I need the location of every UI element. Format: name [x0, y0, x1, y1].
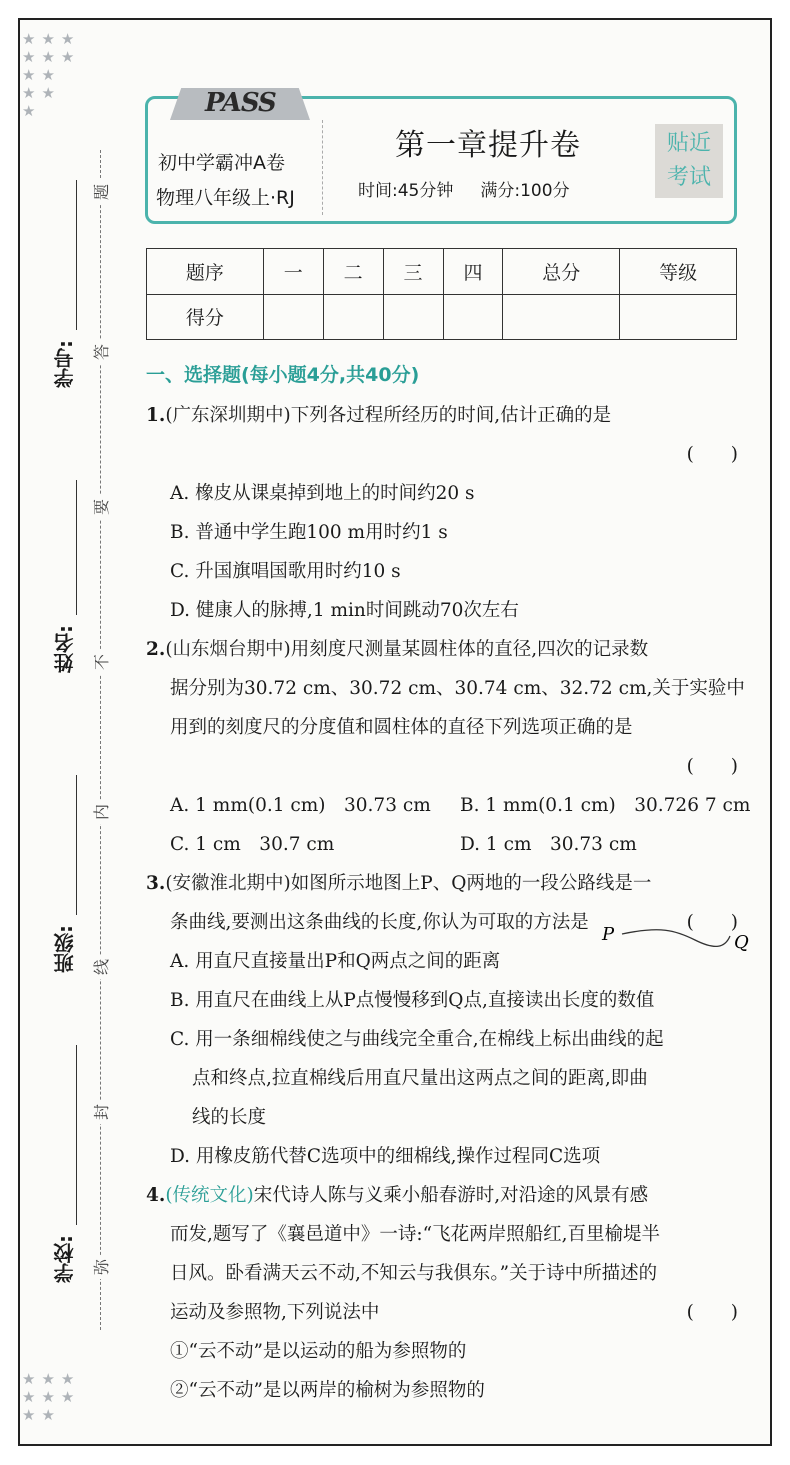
seal-char: 题 [90, 180, 114, 204]
question-text: 宋代诗人陈与义乘小船春游时,对沿途的风景有感 [253, 1185, 649, 1206]
question-number: 3. [146, 873, 166, 894]
question-source: (广东深圳期中) [165, 405, 291, 426]
option-d[interactable]: D. 健康人的脉搏,1 min时间跳动70次左右 [170, 600, 519, 621]
class-label: 班级: [53, 925, 77, 973]
answer-bracket[interactable]: ( ) [686, 444, 738, 465]
question-number: 2. [146, 639, 166, 660]
answer-bracket[interactable]: ( ) [686, 912, 738, 933]
question-text: 而发,题写了《襄邑道中》一诗:“飞花两岸照船红,百里榆堤半 [170, 1224, 660, 1245]
option-d[interactable]: D. 用橡皮筋代替C选项中的细棉线,操作过程同C选项 [170, 1146, 601, 1167]
score-input-cell[interactable] [323, 294, 383, 340]
question-1-stem [146, 396, 746, 435]
road-curve [622, 930, 730, 947]
question-text: 运动及参照物,下列说法中 [170, 1302, 380, 1323]
question-text: 条曲线,要测出这条曲线的长度,你认为可取的方法是 [170, 912, 589, 933]
seal-char: 内 [90, 800, 114, 824]
exam-badge [655, 124, 723, 198]
seal-char: 答 [90, 340, 114, 364]
score-input-cell[interactable] [503, 294, 620, 340]
table-cell: 二 [323, 249, 383, 295]
score-input-cell[interactable] [620, 294, 737, 340]
table-cell: 三 [383, 249, 443, 295]
options-cd [146, 825, 746, 864]
option-b[interactable]: B. 用直尺在曲线上从P点慢慢移到Q点,直接读出长度的数值 [170, 990, 655, 1011]
school-label: 学校: [53, 1235, 77, 1283]
point-p-label: P [602, 924, 615, 945]
question-text: 用刻度尺测量某圆柱体的直径,四次的记录数 [290, 639, 649, 660]
badge-line1: 贴近 [666, 131, 711, 156]
point-q-label: Q [734, 932, 749, 953]
star-decoration-top: ★★★ ★★★ ★★ ★★ ★ [22, 30, 81, 120]
class-line [76, 775, 77, 915]
question-text: 用到的刻度尺的分度值和圆柱体的直径下列选项正确的是 [170, 717, 633, 738]
school-line [76, 1045, 77, 1225]
student-id-label: 学号: [53, 340, 77, 388]
question-source: (安徽淮北期中) [165, 873, 291, 894]
table-cell: 四 [443, 249, 503, 295]
question-2-stem [146, 630, 746, 669]
section-heading: 一、选择题(每小题4分,共40分) [146, 364, 420, 386]
table-cell: 总分 [503, 249, 620, 295]
score-input-cell[interactable] [263, 294, 323, 340]
option-a[interactable]: A. 1 mm(0.1 cm) 30.73 cm [170, 795, 431, 816]
answer-bracket-line [146, 435, 746, 474]
table-row [147, 249, 737, 295]
answer-bracket[interactable]: ( ) [686, 1302, 738, 1323]
score-input-cell[interactable] [443, 294, 503, 340]
option-c[interactable]: C. 1 cm 30.7 cm [170, 834, 335, 855]
page-title: 第一章提升卷 [395, 128, 581, 163]
question-text: 如图所示地图上P、Q两地的一段公路线是一 [290, 873, 652, 894]
star-decoration-bottom: ★★★ ★★★ ★★ [22, 1370, 81, 1424]
question-source: (山东烟台期中) [165, 639, 291, 660]
answer-bracket[interactable]: ( ) [686, 756, 738, 777]
score-input-cell[interactable] [383, 294, 443, 340]
time-score-line [358, 176, 570, 201]
badge-line2: 考试 [666, 165, 711, 190]
seal-char: 不 [90, 650, 114, 674]
question-text: 据分别为30.72 cm、30.72 cm、30.74 cm、32.72 cm,关于实验中 [170, 678, 745, 699]
question-4-stem [146, 1176, 746, 1215]
table-cell: 一 [263, 249, 323, 295]
option-b[interactable]: B. 普通中学生跑100 m用时约1 s [170, 522, 448, 543]
statement-1: ①“云不动”是以运动的船为参照物的 [170, 1341, 467, 1362]
table-cell: 得分 [147, 294, 264, 340]
seal-char: 线 [90, 955, 114, 979]
option-c-cont: 点和终点,拉直棉线后用直尺量出这两点之间的距离,即曲 [192, 1068, 648, 1089]
brand-logo: PASS [205, 88, 276, 118]
seal-dashed-line [100, 150, 101, 1330]
table-cell: 题序 [147, 249, 264, 295]
options-ab [146, 786, 751, 825]
option-c[interactable]: C. 用一条细棉线使之与曲线完全重合,在棉线上标出曲线的起 [170, 1029, 664, 1050]
statement-2: ②“云不动”是以两岸的榆树为参照物的 [170, 1380, 485, 1401]
question-text-line [146, 1293, 746, 1332]
question-content [146, 360, 751, 1410]
score-table [146, 248, 737, 340]
option-b[interactable]: B. 1 mm(0.1 cm) 30.726 7 cm [460, 795, 751, 816]
seal-char: 封 [90, 1100, 114, 1124]
name-label: 姓名: [53, 625, 77, 673]
seal-char: 弥 [90, 1255, 114, 1279]
option-a[interactable]: A. 用直尺直接量出P和Q两点之间的距离 [170, 951, 501, 972]
option-c[interactable]: C. 升国旗唱国歌用时约10 s [170, 561, 401, 582]
option-c-cont: 线的长度 [192, 1107, 267, 1128]
series-name: 初中学霸冲A卷 [158, 152, 285, 174]
table-row [147, 294, 737, 340]
answer-bracket-line [146, 747, 746, 786]
student-id-line [76, 180, 77, 330]
option-a[interactable]: A. 橡皮从课桌掉到地上的时间约20 s [170, 483, 475, 504]
grade-subject: 物理八年级上·RJ [156, 187, 295, 209]
option-d[interactable]: D. 1 cm 30.73 cm [460, 834, 637, 855]
question-text: 日风。卧看满天云不动,不知云与我俱东。”关于诗中所描述的 [170, 1263, 658, 1284]
time-limit: 时间:45分钟 [358, 181, 454, 201]
header-divider [322, 120, 323, 215]
question-number: 4. [146, 1185, 166, 1206]
question-number: 1. [146, 405, 166, 426]
curve-figure [600, 918, 750, 958]
name-line [76, 480, 77, 615]
curve-figure-svg [600, 918, 750, 958]
seal-char: 要 [90, 495, 114, 519]
full-score: 满分:100分 [480, 181, 570, 201]
topic-tag: (传统文化) [165, 1185, 254, 1206]
question-text: 下列各过程所经历的时间,估计正确的是 [290, 405, 612, 426]
question-3-stem [146, 864, 746, 903]
table-cell: 等级 [620, 249, 737, 295]
